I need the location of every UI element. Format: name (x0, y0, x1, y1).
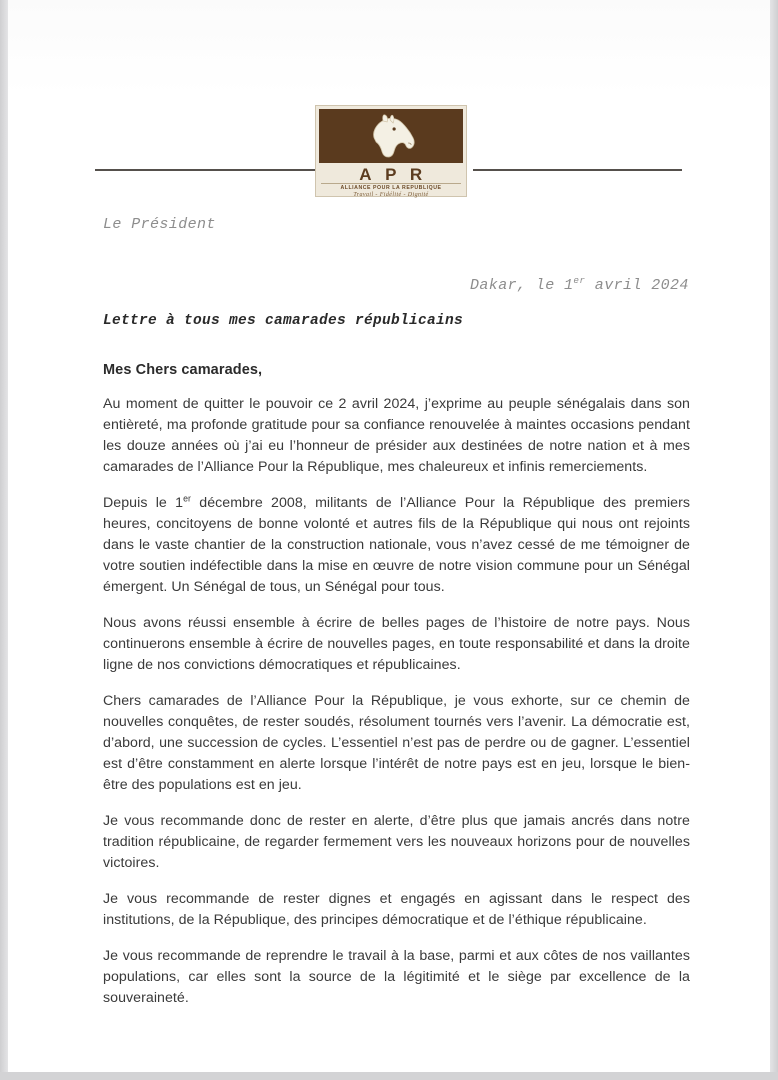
paragraph-3: Nous avons réussi ensemble à écrire de belles pages de l’histoire de notre pays. Nous continuerons ensemble à écrire de nouvelles pages, en toute responsabilité et dans la droite ligne de nos convictions démocratiques et républicaines. (103, 615, 690, 673)
place-date-suffix: avril 2024 (585, 277, 689, 294)
page-edge-right (770, 0, 778, 1080)
page-edge-left (0, 0, 8, 1080)
header-rule-left (95, 169, 323, 171)
letter-body (103, 362, 690, 1009)
logo-letter-p: P (385, 165, 397, 184)
logo-motto: Travail - Fidélité - Dignité (353, 192, 429, 198)
letter-subject: Lettre à tous mes camarades républicains (103, 313, 464, 329)
letterhead (8, 105, 770, 205)
logo-emblem-panel (319, 109, 463, 163)
place-date-prefix: Dakar, le 1 (470, 277, 574, 294)
header-rule-right (473, 169, 682, 171)
paragraph-1: Au moment de quitter le pouvoir ce 2 avril 2024, j’exprime au peuple sénégalais dans son entièreté, ma profonde gratitude pour sa confiance renouvelée à maintes occasions pendant les douze années où j’ai eu l’honneur de présider aux destinées de notre nation et à mes camarades de l’Alliance Pour la République, mes chaleureux et infinis remerciements. (103, 396, 690, 475)
sender-role: Le Président (103, 216, 216, 233)
apr-logo (315, 105, 467, 197)
paragraph-4: Chers camarades de l’Alliance Pour la République, je vous exhorte, sur ce chemin de nouvelles conquêtes, de rester soudés, résolument tournés vers l’avenir. La démocratie est, d’abord, une succession de cycles. L’essentiel n’est pas de perdre ou de gagner. L’essentiel est d’être constamment en alerte lorsque l’intérêt de notre pays est en jeu, lorsque le bien-être des populations est en jeu. (103, 693, 690, 793)
letter-page (8, 0, 770, 1072)
paragraph-2 (103, 493, 690, 598)
salutation: Mes Chers camarades, (103, 362, 263, 378)
logo-organization-name: ALLIANCE POUR LA REPUBLIQUE (321, 183, 461, 191)
paragraph-2-prefix: Depuis le 1 (103, 495, 184, 511)
logo-letter-r: R (409, 165, 423, 184)
paragraph-2-suffix: décembre 2008, militants de l’Alliance Pour la République des premiers heures, concitoyens de bonne volonté et autres fils de la République qui nous ont rejoints dans le vaste chantier de la construction nationale, vous n’avez cessé de me témoigner de votre soutien indéfectible dans la mise en œuvre de notre vision commune pour un Sénégal émergent. Un Sénégal de tous, un Sénégal pour tous. (103, 495, 691, 595)
paragraph-6: Je vous recommande de rester dignes et engagés en agissant dans le respect des institutions, de la République, des principes démocratique et de l’éthique républicaine. (103, 891, 690, 928)
paragraph-7: Je vous recommande de reprendre le travail à la base, parmi et aux côtes de nos vaillantes populations, car elles sont la source de la légitimité et le siège par excellence de la souveraineté. (103, 948, 690, 1006)
place-date-ordinal: er (573, 275, 586, 286)
paragraph-2-ordinal: er (183, 493, 192, 504)
place-and-date (470, 277, 689, 294)
horse-head-icon (364, 112, 420, 160)
paragraph-5: Je vous recommande donc de rester en alerte, d’être plus que jamais ancrés dans notre tradition républicaine, de regarder fermement vers les nouveaux horizons pour de nouvelles victoires. (103, 813, 690, 871)
page-edge-bottom (0, 1072, 778, 1080)
logo-acronym (316, 164, 466, 183)
logo-letter-a: A (359, 165, 373, 184)
